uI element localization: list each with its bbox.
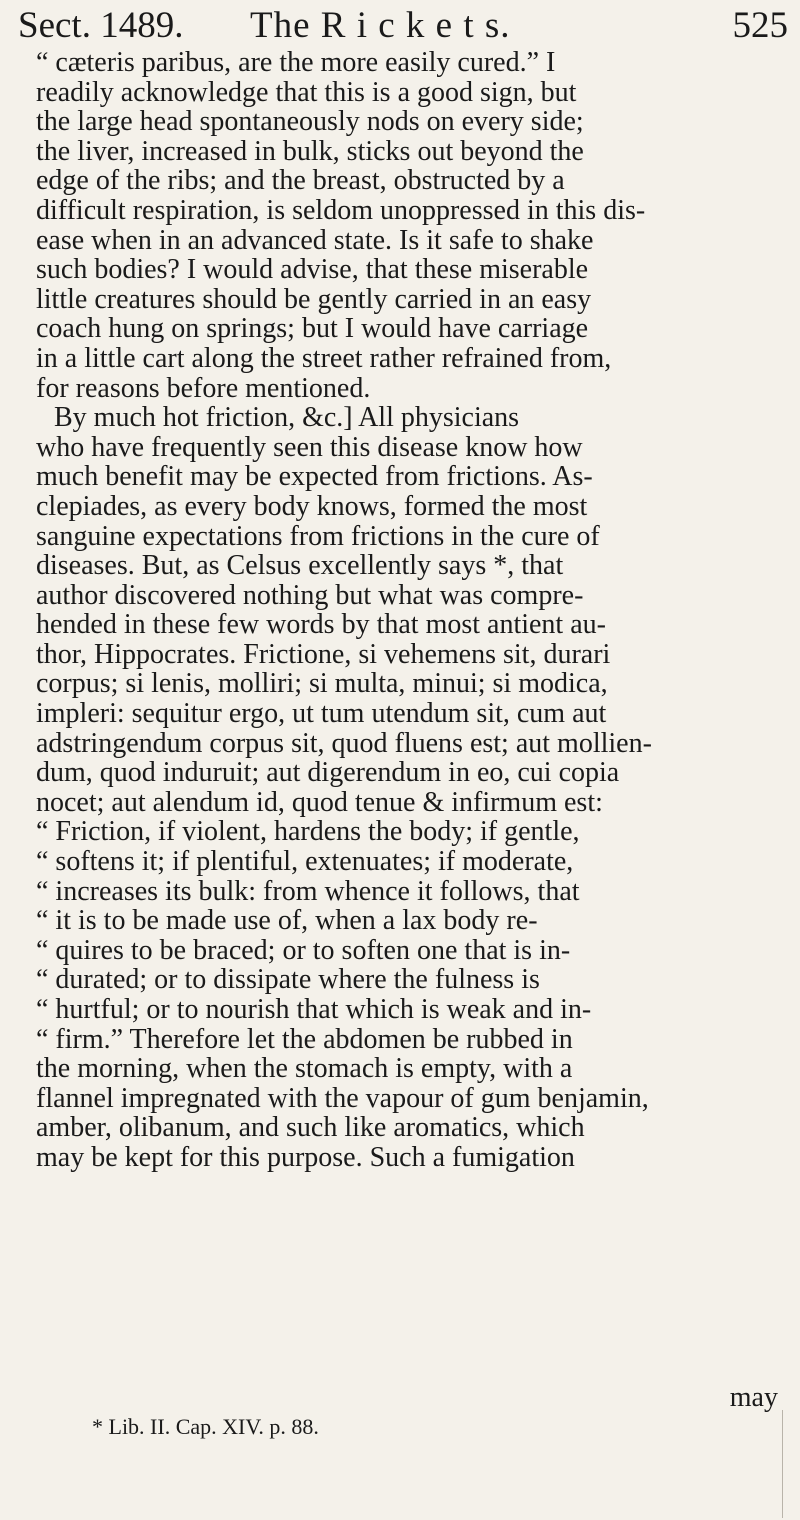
page-number: 525 [732,5,788,46]
text-line: may be kept for this purpose. Such a fumigation [36,1142,575,1173]
text-line: diseases. But, as Celsus excellently says *, that [36,551,564,581]
text-line: clepiades, as every body knows, formed the most [36,491,588,522]
text-line: much benefit may be expected from frictions. As- [36,462,593,492]
text-line: readily acknowledge that this is a good sign, but [36,77,577,108]
margin-rule [782,1410,783,1518]
running-title: The R i c k e t s. [250,5,511,46]
text-line: ease when in an advanced state. Is it safe to shake [36,225,594,256]
catchword: may [729,1382,778,1413]
text-line: By much hot friction, &c.] All physicians [54,403,520,433]
text-line: sanguine expectations from frictions in the cure of [36,521,600,552]
running-header [18,2,788,50]
text-line: adstringendum corpus sit, quod fluens est; aut mollien- [36,728,652,759]
text-line: little creatures should be gently carried in an easy [36,284,592,315]
text-line: for reasons before mentioned. [36,373,371,404]
section-number: Sect. 1489. [18,5,184,46]
text-line: such bodies? I would advise, that these miserable [36,255,589,285]
text-line: edge of the ribs; and the breast, obstructed by a [36,166,565,196]
text-line: difficult respiration, is seldom unoppressed in this dis- [36,195,646,226]
text-line: coach hung on springs; but I would have carriage [36,314,589,344]
text-line: flannel impregnated with the vapour of gum benjamin, [36,1083,649,1114]
text-line: in a little cart along the street rather refrained from, [36,343,612,374]
text-line: “ hurtful; or to nourish that which is weak and in- [36,995,592,1025]
text-line: author discovered nothing but what was compre- [36,580,584,611]
text-line: the large head spontaneously nods on every side; [36,107,584,137]
text-line: “ Friction, if violent, hardens the body; if gentle, [36,817,580,848]
text-line: “ quires to be braced; or to soften one that is in- [36,935,571,966]
text-line: thor, Hippocrates. Frictione, si vehemens sit, durari [36,639,611,670]
text-line: corpus; si lenis, molliri; si multa, minui; si modica, [36,669,608,700]
text-line: “ increases its bulk: from whence it follows, that [36,876,580,907]
text-line: “ firm.” Therefore let the abdomen be rubbed in [36,1024,573,1055]
text-line: the liver, increased in bulk, sticks out beyond the [36,136,584,167]
text-line: “ softens it; if plentiful, extenuates; if moderate, [36,847,574,877]
text-line: “ it is to be made use of, when a lax body re- [36,906,538,936]
text-line: impleri: sequitur ergo, ut tum utendum sit, cum aut [36,699,607,729]
text-line: dum, quod induruit; aut digerendum in eo, cui copia [36,758,620,788]
text-line: amber, olibanum, and such like aromatics, which [36,1113,585,1143]
text-line: “ durated; or to dissipate where the fulness is [36,965,540,995]
footnote: * Lib. II. Cap. XIV. p. 88. [92,1414,319,1439]
text-line: who have frequently seen this disease know how [36,432,583,463]
text-line: “ cæteris paribus, are the more easily cured.” I [36,48,556,78]
body-text [36,48,786,1173]
text-line: hended in these few words by that most antient au- [36,610,606,640]
text-line: nocet; aut alendum id, quod tenue & infirmum est: [36,787,603,818]
text-line: the morning, when the stomach is empty, with a [36,1054,573,1084]
